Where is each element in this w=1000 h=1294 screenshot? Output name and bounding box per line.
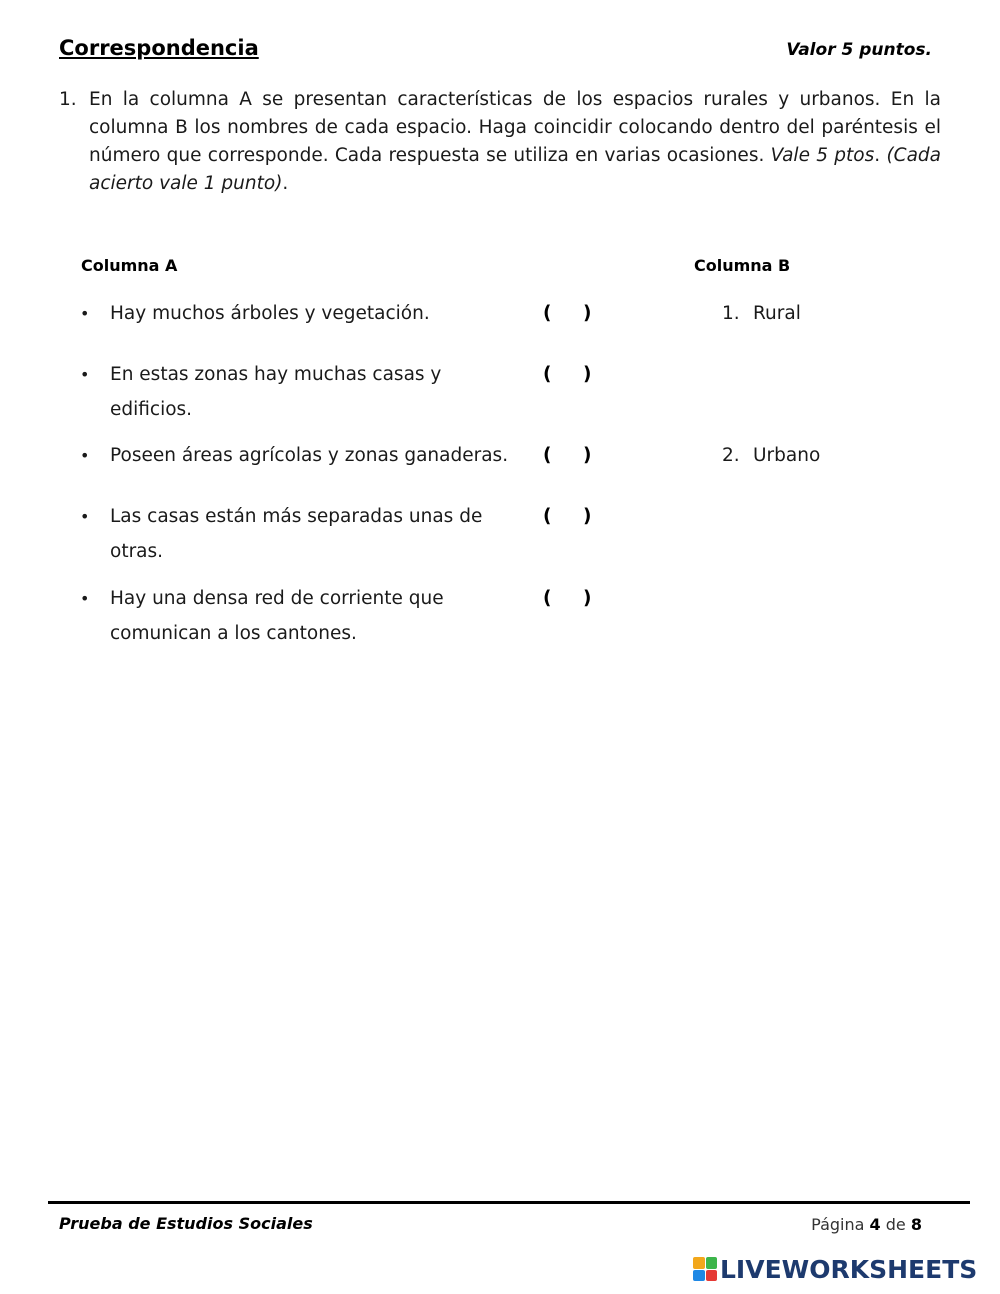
list-item bbox=[80, 296, 540, 331]
option-label: Rural bbox=[753, 303, 801, 324]
brand-name: LIVEWORKSHEETS bbox=[720, 1254, 978, 1284]
list-item bbox=[80, 438, 540, 473]
bullet-icon: • bbox=[80, 589, 90, 608]
bullet-icon: • bbox=[80, 365, 90, 384]
item-text: Hay muchos árboles y vegetación. bbox=[110, 303, 430, 324]
list-item bbox=[80, 581, 540, 651]
bullet-icon: • bbox=[80, 304, 90, 323]
instructions bbox=[59, 86, 941, 198]
column-b-title: Columna B bbox=[694, 256, 791, 275]
item-text: Hay una densa red de corriente que comunican a los cantones. bbox=[110, 588, 444, 644]
instruction-number: 1. bbox=[59, 89, 77, 110]
liveworksheets-icon bbox=[693, 1257, 717, 1281]
section-title: Correspondencia bbox=[59, 36, 259, 60]
bullet-icon: • bbox=[80, 507, 90, 526]
list-item bbox=[80, 499, 540, 569]
footer-test-name: Prueba de Estudios Sociales bbox=[59, 1214, 313, 1233]
instruction-text: En la columna A se presentan características de los espacios rurales y urbanos. En la columna B los nombres de cada espacio. Haga coincidir colocando dentro del paréntesis el número que corresponde. Cada respuesta se utiliza en varias ocasiones. Vale 5 ptos. (Cada acierto vale 1 punto). bbox=[89, 89, 941, 194]
list-item bbox=[80, 357, 540, 427]
liveworksheets-logo bbox=[693, 1254, 977, 1284]
option-number: 1. bbox=[722, 303, 740, 324]
item-text: En estas zonas hay muchas casas y edificios. bbox=[110, 364, 442, 420]
item-text: Poseen áreas agrícolas y zonas ganaderas. bbox=[110, 445, 509, 466]
bullet-icon: • bbox=[80, 446, 90, 465]
footer-divider bbox=[48, 1201, 970, 1204]
option-label: Urbano bbox=[753, 445, 821, 466]
page-number: Página 4 de 8 bbox=[811, 1215, 922, 1234]
column-b-option bbox=[722, 438, 820, 473]
column-b-option bbox=[722, 296, 801, 331]
option-number: 2. bbox=[722, 445, 740, 466]
column-a-title: Columna A bbox=[81, 256, 178, 275]
item-text: Las casas están más separadas unas de otras. bbox=[110, 506, 483, 562]
section-value: Valor 5 puntos. bbox=[786, 40, 932, 60]
